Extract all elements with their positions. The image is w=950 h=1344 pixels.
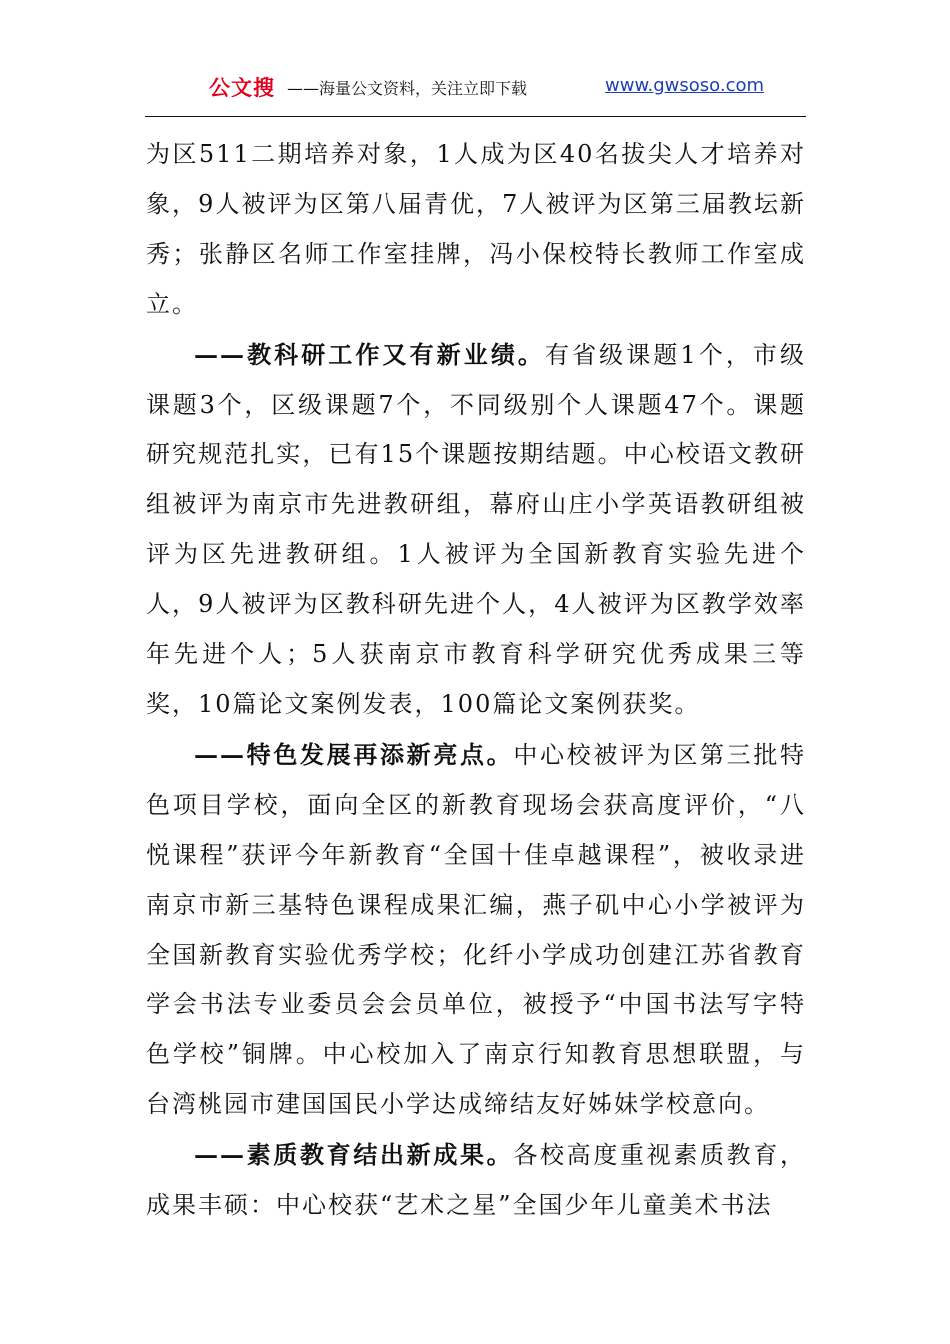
site-link[interactable]: www.gwsoso.com	[605, 75, 765, 96]
brand-logo[interactable]: 公文搜	[209, 76, 275, 100]
document-body	[146, 130, 806, 1231]
paragraph-heading: ——特色发展再添新亮点。	[194, 739, 514, 769]
paragraph-research	[146, 330, 806, 730]
header-divider	[145, 116, 806, 117]
paragraph-text: 中心校被评为区第三批特色项目学校，面向全区的新教育现场会获高度评价，“八悦课程”获评今年新教育“全国十佳卓越课程”，被收录进南京市新三基特色课程成果汇编，燕子矶中心小学被评为全国新教育实验优秀学校；化纤小学成功创建江苏省教育学会书法专业委员会会员单位，被授予“中国书法写字特色学校”铜牌。中心校加入了南京行知教育思想联盟，与台湾桃园市建国国民小学达成缔结友好姊妹学校意向。	[146, 740, 807, 1119]
paragraph-features	[146, 730, 806, 1130]
paragraph-heading: ——素质教育结出新成果。	[194, 1140, 514, 1170]
page-header	[145, 72, 805, 104]
paragraph-text: 有省级课题1个，市级课题3个，区级课题7个，不同级别个人课题47个。课题研究规范扎实，已有15个课题按期结题。中心校语文教研组被评为南京市先进教研组，幕府山庄小学英语教研组被评为区先进教研组。1人被评为全国新教育实验先进个人，9人被评为区教科研先进个人，4人被评为区教学效率年先进个人；5人获南京市教育科学研究优秀成果三等奖，10篇论文案例发表，100篇论文案例获奖。	[146, 340, 806, 718]
paragraph-quality-education	[146, 1130, 806, 1231]
paragraph-text: 各校高度重视素质教育，成果丰硕：中心校获“艺术之星”全国少年儿童美术书法	[146, 1141, 807, 1220]
paragraph-heading: ——教科研工作又有新业绩。	[194, 339, 545, 369]
paragraph-text: 为区511二期培养对象，1人成为区40名拔尖人才培养对象，9人被评为区第八届青优，7人被评为区第三届教坛新秀；张静区名师工作室挂牌，冯小保校特长教师工作室成立。	[146, 140, 806, 318]
paragraph-continuation	[146, 130, 806, 330]
header-tagline: ——海量公文资料，关注立即下载	[287, 79, 528, 98]
